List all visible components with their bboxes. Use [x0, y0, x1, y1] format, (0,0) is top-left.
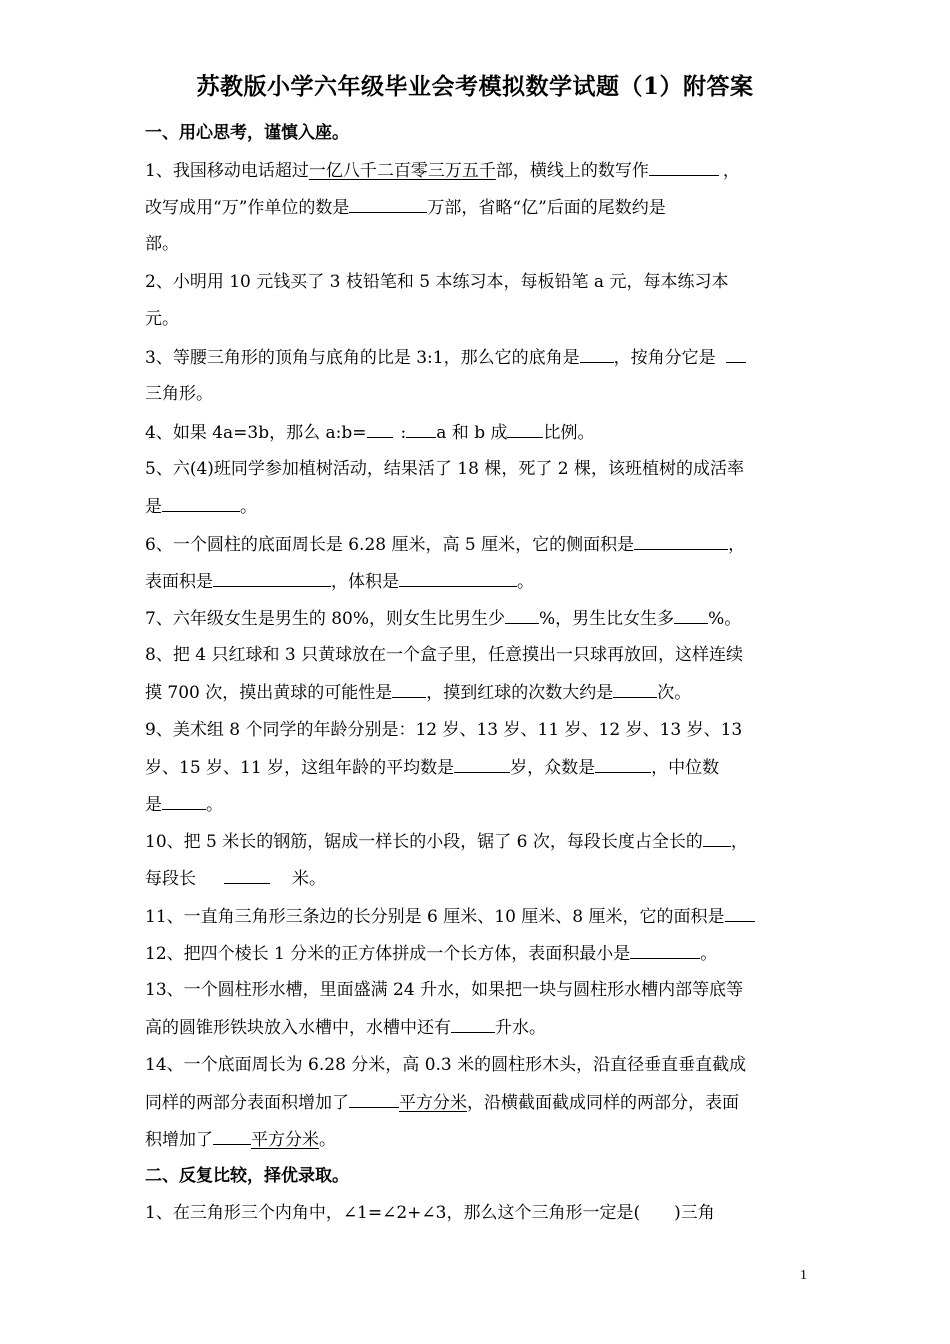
answer-blank[interactable]	[649, 158, 719, 176]
answer-blank[interactable]	[367, 420, 393, 438]
answer-blank[interactable]	[703, 829, 731, 847]
question-3-line-1: 3、等腰三角形的顶角与底角的比是 3:1，那么它的底角是 ，按角分它是	[145, 345, 810, 370]
question-1-line-1: 1、我国移动电话超过一亿八千二百零三万五千部，横线上的数写作 ，	[145, 158, 810, 183]
question-6-line-1: 6、一个圆柱的底面周长是 6.28 厘米，高 5 厘米，它的侧面积是 ，	[145, 532, 810, 557]
page-number: 1	[800, 1268, 807, 1283]
question-10-line-1: 10、把 5 米长的钢筋，锯成一样长的小段，锯了 6 次，每段长度占全长的 ，	[145, 829, 810, 854]
question-14-line-1: 14、一个底面周长为 6.28 分米，高 0.3 米的圆柱形木头，沿直径垂直垂直截成	[145, 1055, 747, 1075]
answer-blank[interactable]	[162, 792, 206, 810]
answer-blank[interactable]	[630, 941, 700, 959]
question-2-line-1: 2、小明用 10 元钱买了 3 枝铅笔和 5 本练习本，每板铅笔 a 元，每本练习本	[145, 272, 729, 292]
question-13-line-1: 13、一个圆柱形水槽，里面盛满 24 升水，如果把一块与圆柱形水槽内部等底等	[145, 980, 744, 1000]
question-2-line-2: 元。	[145, 309, 179, 329]
answer-blank[interactable]	[454, 755, 510, 773]
question-5-line-1: 5、六(4)班同学参加植树活动，结果活了 18 棵，死了 2 棵，该班植树的成活率	[145, 459, 744, 479]
answer-blank[interactable]	[451, 1015, 495, 1033]
answer-blank[interactable]	[213, 569, 331, 587]
question-11-line-1: 11、一直角三角形三条边的长分别是 6 厘米、10 厘米、8 厘米，它的面积是	[145, 904, 810, 929]
question-8-line-2: 摸 700 次，摸出黄球的可能性是 ，摸到红球的次数大约是 次。	[145, 680, 810, 705]
answer-blank[interactable]	[399, 569, 517, 587]
question-9-line-1: 9、美术组 8 个同学的年龄分别是：12 岁、13 岁、11 岁、12 岁、13 岁、13	[145, 720, 743, 740]
question-6-line-2: 表面积是 ，体积是 。	[145, 569, 810, 594]
question-13-line-2: 高的圆锥形铁块放入水槽中，水槽中还有 升水。	[145, 1015, 810, 1040]
question-9-line-2: 岁、15 岁、11 岁，这组年龄的平均数是 岁，众数是 ，中位数	[145, 755, 810, 780]
answer-blank[interactable]	[726, 345, 746, 363]
underlined-unit-text: 平方分米	[251, 1130, 319, 1150]
underlined-unit-text: 平方分米	[399, 1093, 467, 1113]
question-14-line-2: 同样的两部分表面积增加了 平方分米，沿横截面截成同样的两部分，表面	[145, 1090, 810, 1115]
answer-blank[interactable]	[349, 1090, 399, 1108]
section-heading-fill-in: 一、用心思考，谨慎入座。	[145, 123, 349, 143]
answer-blank[interactable]	[505, 606, 539, 624]
question-14-line-3: 积增加了 平方分米。	[145, 1127, 810, 1152]
question-8-line-1: 8、把 4 只红球和 3 只黄球放在一个盒子里，任意摸出一只球再放回，这样连续	[145, 645, 744, 665]
answer-blank[interactable]	[580, 345, 614, 363]
answer-blank[interactable]	[224, 866, 270, 884]
question-3-line-2: 三角形。	[145, 384, 213, 404]
page-title: 苏教版小学六年级毕业会考模拟数学试题（1）附答案	[196, 73, 754, 100]
question-7-line-1: 7、六年级女生是男生的 80%，则女生比男生少 %，男生比女生多 %。	[145, 606, 810, 631]
answer-blank[interactable]	[349, 195, 427, 213]
section-heading-multiple-choice: 二、反复比较，择优录取。	[145, 1166, 349, 1186]
answer-blank[interactable]	[725, 904, 755, 922]
answer-blank[interactable]	[406, 420, 436, 438]
answer-blank[interactable]	[674, 606, 708, 624]
question-4-line-1: 4、如果 4a=3b，那么 a:b= : a 和 b 成 比例。	[145, 420, 810, 445]
question-1-line-2: 改写成用“万”作单位的数是 万部，省略“亿”后面的尾数约是	[145, 195, 810, 220]
answer-blank[interactable]	[213, 1127, 251, 1145]
underlined-number-text: 一亿八千二百零三万五千	[308, 161, 496, 181]
answer-blank[interactable]	[392, 680, 426, 698]
question-1-line-3: 部。	[145, 234, 179, 254]
question-9-line-3: 是 。	[145, 792, 810, 817]
question-12-line-1: 12、把四个棱长 1 分米的正方体拼成一个长方体，表面积最小是 。	[145, 941, 810, 966]
question-10-line-2: 每段长 米。	[145, 866, 810, 891]
answer-blank[interactable]	[507, 420, 543, 438]
section-2-question-1-line-1: 1、在三角形三个内角中，∠1=∠2+∠3，那么这个三角形一定是( )三角	[145, 1203, 715, 1223]
question-5-line-2: 是 。	[145, 494, 810, 519]
answer-blank[interactable]	[595, 755, 651, 773]
answer-blank[interactable]	[613, 680, 657, 698]
answer-blank[interactable]	[162, 494, 240, 512]
answer-blank[interactable]	[634, 532, 728, 550]
